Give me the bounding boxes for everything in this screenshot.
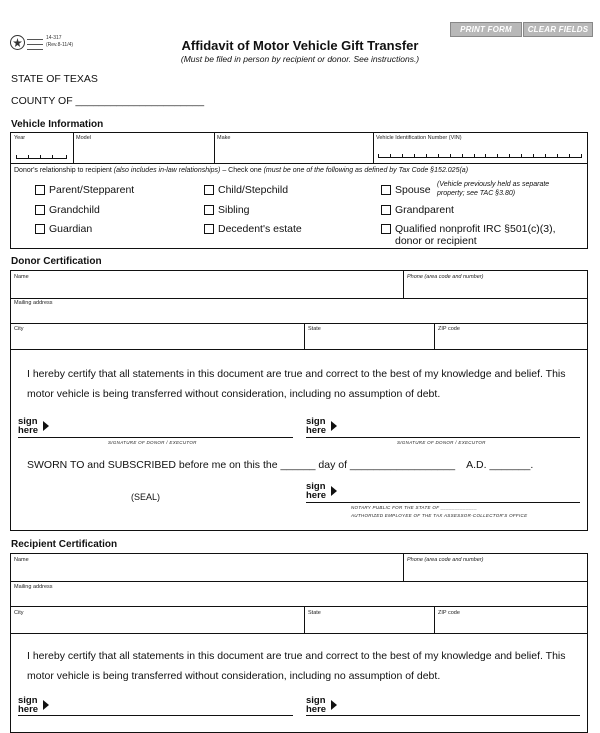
vin-character-tick xyxy=(545,154,546,158)
donor-phone-label: Phone (area code and number) xyxy=(407,274,484,280)
relationship-prompt: Donor's relationship to recipient (also includes in-law relationships) – Check one (must be one of the following as defined by Tax Code §152.025(a) xyxy=(14,167,469,174)
notary-sign-here-tag: sign here xyxy=(306,481,327,501)
county-input[interactable] xyxy=(76,94,206,107)
relationship-prompt-definition: (must be one of the following as defined by Tax Code §152.025(a) xyxy=(263,167,469,174)
donor-signature-label-2: SIGNATURE OF DONOR / EXECUTOR xyxy=(397,440,486,445)
form-revision: (Rev.8-11/4) xyxy=(46,42,74,48)
vin-input[interactable] xyxy=(376,143,584,161)
donor-info-box xyxy=(10,270,588,531)
spouse-note: (Vehicle previously held as separate property; see TAC §3.80) xyxy=(437,181,550,197)
vin-character-tick xyxy=(450,154,451,158)
donor-zip-label: ZIP code xyxy=(438,326,460,332)
guardian-label: Guardian xyxy=(49,223,93,235)
recipient-mailing-label: Mailing address xyxy=(14,584,53,590)
donor-city-input[interactable] xyxy=(14,333,299,346)
donor-sign-here-tag-2: sign here xyxy=(306,416,327,436)
donor-sign-here-tag: sign here xyxy=(18,416,39,436)
donor-signature-label: SIGNATURE OF DONOR / EXECUTOR xyxy=(108,440,197,445)
model-input[interactable] xyxy=(76,143,211,161)
donor-phone-input[interactable] xyxy=(407,281,583,296)
vin-character-tick xyxy=(521,154,522,158)
donor-mailing-label: Mailing address xyxy=(14,300,53,306)
recipient-cert-line-2: motor vehicle is being transferred without consideration, including no assumption of debt. xyxy=(27,670,441,682)
decedent-checkbox[interactable] xyxy=(204,224,214,234)
vin-character-tick xyxy=(438,154,439,158)
recipient-info-box xyxy=(10,553,588,733)
decedent-label: Decedent's estate xyxy=(218,223,302,235)
notary-signature-field[interactable] xyxy=(339,481,579,501)
donor-name-label: Name xyxy=(14,274,29,280)
donor-cert-line-2: motor vehicle is being transferred without consideration, including no assumption of debt. xyxy=(27,388,441,400)
spouse-label: Spouse xyxy=(395,184,431,196)
county-line: COUNTY OF ______________________ xyxy=(11,95,205,107)
recipient-city-input[interactable] xyxy=(14,617,299,630)
parent-label: Parent/Stepparent xyxy=(49,184,135,196)
recipient-sign-here-tag-2: sign here xyxy=(306,695,327,715)
clear-fields-button[interactable]: CLEAR FIELDS xyxy=(523,22,593,37)
recipient-signature-field-2[interactable] xyxy=(339,696,579,714)
donor-state-input[interactable] xyxy=(308,333,430,346)
recipient-city-label: City xyxy=(14,610,24,616)
parent-checkbox[interactable] xyxy=(35,185,45,195)
nonprofit-checkbox[interactable] xyxy=(381,224,391,234)
recipient-name-input[interactable] xyxy=(14,564,399,579)
page-title: Affidavit of Motor Vehicle Gift Transfer xyxy=(181,38,419,53)
vin-character-tick xyxy=(474,154,475,158)
vin-character-tick xyxy=(414,154,415,158)
vin-character-tick xyxy=(533,154,534,158)
recipient-zip-input[interactable] xyxy=(438,617,583,630)
donor-zip-input[interactable] xyxy=(438,333,583,346)
vin-character-tick xyxy=(390,154,391,158)
recipient-mailing-input[interactable] xyxy=(14,591,584,605)
recipient-cert-line-1: I hereby certify that all statements in this document are true and correct to the best of my knowledge and belief. This xyxy=(27,650,566,662)
vin-character-tick xyxy=(497,154,498,158)
grandparent-label: Grandparent xyxy=(395,204,454,216)
vehicle-section-title: Vehicle Information xyxy=(11,119,104,130)
recipient-name-label: Name xyxy=(14,557,29,563)
recipient-zip-label: ZIP code xyxy=(438,610,460,616)
spouse-checkbox[interactable] xyxy=(381,185,391,195)
guardian-checkbox[interactable] xyxy=(35,224,45,234)
donor-name-input[interactable] xyxy=(14,281,399,296)
sworn-day-input[interactable] xyxy=(286,458,324,470)
recipient-state-label: State xyxy=(308,610,321,616)
vehicle-info-box xyxy=(10,132,588,249)
recipient-phone-input[interactable] xyxy=(407,564,583,579)
notary-sign-arrow-icon xyxy=(331,486,337,496)
recipient-sign-here-tag: sign here xyxy=(18,695,39,715)
child-label: Child/Stepchild xyxy=(218,184,289,196)
state-line: STATE OF TEXAS xyxy=(11,73,98,85)
donor-sign-arrow-icon-2 xyxy=(331,421,337,431)
vin-character-tick xyxy=(485,154,486,158)
page-subtitle: (Must be filed in person by recipient or donor. See instructions.) xyxy=(180,54,420,64)
recipient-signature-field[interactable] xyxy=(51,696,291,714)
recipient-sign-arrow-icon-2 xyxy=(331,700,337,710)
recipient-phone-label: Phone (area code and number) xyxy=(407,557,484,563)
donor-sign-arrow-icon xyxy=(43,421,49,431)
vin-character-tick xyxy=(378,154,379,158)
recipient-state-input[interactable] xyxy=(308,617,430,630)
sworn-month-input[interactable] xyxy=(357,458,457,470)
donor-signature-field[interactable] xyxy=(51,417,291,437)
print-form-button[interactable]: PRINT FORM xyxy=(450,22,522,37)
vehicle-fields-row xyxy=(11,133,587,163)
grandparent-checkbox[interactable] xyxy=(381,205,391,215)
grandchild-checkbox[interactable] xyxy=(35,205,45,215)
child-checkbox[interactable] xyxy=(204,185,214,195)
vin-character-tick xyxy=(426,154,427,158)
vin-character-tick xyxy=(581,154,582,158)
nonprofit-label-line2: donor or recipient xyxy=(395,235,477,247)
sibling-checkbox[interactable] xyxy=(204,205,214,215)
vin-character-tick xyxy=(462,154,463,158)
grandchild-label: Grandchild xyxy=(49,204,100,216)
nonprofit-label-line1: Qualified nonprofit IRC §501(c)(3), xyxy=(395,223,556,235)
donor-signature-field-2[interactable] xyxy=(339,417,579,437)
notary-label: NOTARY PUBLIC FOR THE STATE OF _____________ xyxy=(351,505,478,510)
donor-section-title: Donor Certification xyxy=(11,256,102,267)
authorized-employee-label: AUTHORIZED EMPLOYEE OF THE TAX ASSESSOR-COLLECTOR'S OFFICE xyxy=(351,513,528,518)
recipient-section-title: Recipient Certification xyxy=(11,539,118,550)
seal-label: (SEAL) xyxy=(131,492,161,502)
donor-cert-line-1: I hereby certify that all statements in this document are true and correct to the best of my knowledge and belief. This xyxy=(27,368,566,380)
vin-character-tick xyxy=(402,154,403,158)
sworn-year-input[interactable] xyxy=(489,458,534,470)
make-input[interactable] xyxy=(217,143,369,161)
sibling-label: Sibling xyxy=(218,204,250,216)
sworn-line: SWORN TO and SUBSCRIBED before me on this the ______ day of __________________ A.D. _______. xyxy=(27,459,534,471)
recipient-sign-arrow-icon xyxy=(43,700,49,710)
donor-state-label: State xyxy=(308,326,321,332)
donor-city-label: City xyxy=(14,326,24,332)
donor-mailing-input[interactable] xyxy=(14,307,584,321)
vin-character-tick xyxy=(569,154,570,158)
form-number: 14-317 xyxy=(46,35,62,41)
vin-label: Vehicle Identification Number (VIN) xyxy=(376,135,462,141)
model-label: Model xyxy=(76,135,91,141)
year-input[interactable] xyxy=(14,147,70,161)
year-label: Year xyxy=(14,135,26,141)
vin-character-tick xyxy=(557,154,558,158)
vin-character-tick xyxy=(509,154,510,158)
make-label: Make xyxy=(217,135,231,141)
